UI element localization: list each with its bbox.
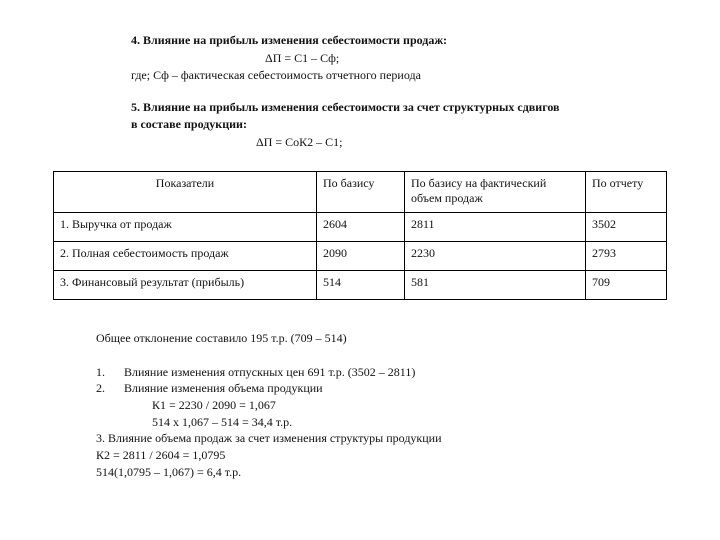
table-row bbox=[54, 242, 667, 271]
table-row bbox=[54, 213, 667, 242]
section-4-note: где; Сф – фактическая себестоимость отчетного периода bbox=[131, 68, 421, 82]
table-cell: 514 bbox=[317, 271, 405, 300]
table-cell: 2793 bbox=[586, 242, 667, 271]
table-header-cell: По отчету bbox=[586, 172, 667, 213]
list-number: 1. bbox=[96, 365, 105, 379]
total-deviation: Общее отклонение составило 195 т.р. (709 – 514) bbox=[96, 331, 347, 345]
price-influence: Влияние изменения отпускных цен 691 т.р. (3502 – 2811) bbox=[124, 365, 416, 379]
table-cell: 2811 bbox=[405, 213, 586, 242]
table-cell: 3502 bbox=[586, 213, 667, 242]
section-4-title: 4. Влияние на прибыль изменения себестоимости продаж: bbox=[131, 33, 448, 47]
table-cell: 2230 bbox=[405, 242, 586, 271]
volume-influence: Влияние изменения объема продукции bbox=[124, 381, 323, 395]
k1-calculation: 514 х 1,067 – 514 = 34,4 т.р. bbox=[152, 415, 293, 429]
table-header-cell: По базису bbox=[317, 172, 405, 213]
table-cell: 1. Выручка от продаж bbox=[54, 213, 317, 242]
k2-formula: К2 = 2811 / 2604 = 1,0795 bbox=[96, 448, 226, 462]
table-header-cell: Показатели bbox=[54, 172, 317, 213]
table-cell: 709 bbox=[586, 271, 667, 300]
section-5-title-line1: 5. Влияние на прибыль изменения себестоимости за счет структурных сдвигов bbox=[131, 100, 560, 114]
table-row bbox=[54, 271, 667, 300]
table-header-cell: По базису на фактический объем продаж bbox=[405, 172, 586, 213]
table-cell: 2090 bbox=[317, 242, 405, 271]
structure-influence: 3. Влияние объема продаж за счет изменения структуры продукции bbox=[96, 431, 442, 445]
table-header-row bbox=[54, 172, 667, 213]
table-cell: 581 bbox=[405, 271, 586, 300]
results-table bbox=[53, 171, 667, 300]
section-5-title-line2: в составе продукции: bbox=[131, 117, 247, 131]
table-cell: 2604 bbox=[317, 213, 405, 242]
k1-formula: К1 = 2230 / 2090 = 1,067 bbox=[152, 398, 276, 412]
section-4-formula: ΔП = С1 – Сф; bbox=[265, 51, 340, 65]
table-cell: 2. Полная себестоимость продаж bbox=[54, 242, 317, 271]
k2-calculation: 514(1,0795 – 1,067) = 6,4 т.р. bbox=[96, 465, 242, 479]
list-number: 2. bbox=[96, 381, 105, 395]
section-5-formula: ΔП = СоК2 – С1; bbox=[256, 135, 343, 149]
table-cell: 3. Финансовый результат (прибыль) bbox=[54, 271, 317, 300]
